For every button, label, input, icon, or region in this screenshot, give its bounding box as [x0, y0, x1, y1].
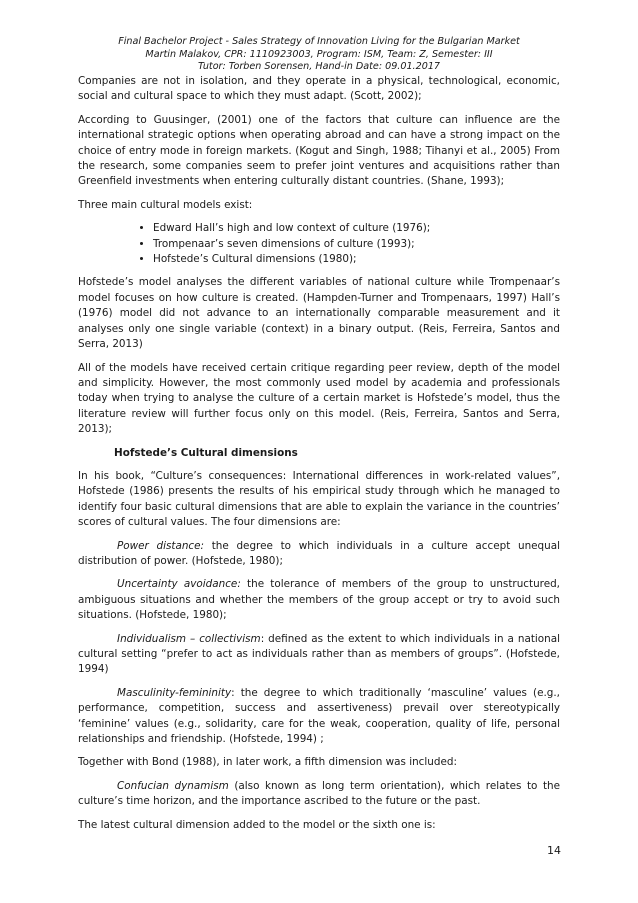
- dimension-term: Power distance:: [117, 539, 205, 552]
- dimension-text: (also known as long term orientation), which relates to the culture’s time horizon, and the importance ascribed to the future or the past.: [78, 779, 560, 808]
- dimension-term: Individualism – collectivism: [117, 632, 261, 645]
- list-item: • Trompenaar’s seven dimensions of culture (1993);: [153, 237, 560, 252]
- paragraph: According to Guusinger, (2001) one of the factors that culture can influence are the international strategic options when operating abroad and can have a strong impact on the choice of entry mode in foreign markets. (Kogut and Singh, 1988; Tihanyi et al., 2005) From the research, some companies seem to prefer joint ventures and acquisitions rather than Greenfield investments when entering culturally distant countries. (Shane, 1993);: [78, 113, 560, 188]
- paragraph: In his book, “Culture’s consequences: International differences in work-related values”, Hofstede (1986) presents the results of his empirical study through which he managed to identify four basic cultural dimensions that are able to explain the variance in the countries’ scores of cultural values. The four dimensions are:: [78, 469, 560, 529]
- dimension-text: the degree to which individuals in a culture accept unequal distribution of power. (Hofstede, 1980);: [78, 539, 560, 567]
- dimension-paragraph: [78, 577, 560, 623]
- dimension-text: : the degree to which traditionally ‘masculine’ values (e.g., performance, competition, success and assertiveness) prevail over stereotypically ‘feminine’ values (e.g., solidarity, care for the weak, cooperation, quality of life, personal relationships and friendship. (Hofstede, 1994) ;: [78, 686, 560, 746]
- header-tutor-line: Tutor: Torben Sorensen, Hand-in Date: 09.01.2017: [197, 61, 441, 72]
- page-body: [78, 74, 560, 841]
- list-item: • Hofstede’s Cultural dimensions (1980);: [153, 252, 560, 267]
- paragraph: Hofstede’s model analyses the different variables of national culture while Trompenaar’s model focuses on how culture is created. (Hampden-Turner and Trompenaars, 1997) Hall’s (1976) model did not advance to an internationally comparable measurement and it analyses only one single variable (context) in a binary output. (Reis, Ferreira, Santos and Serra, 2013): [78, 276, 560, 351]
- dimension-text: : defined as the extent to which individuals in a national cultural setting “prefer to act as individuals rather than as members of groups”. (Hofstede, 1994): [78, 632, 560, 676]
- paragraph: Together with Bond (1988), in later work, a fifth dimension was included:: [78, 756, 457, 769]
- paragraph: Companies are not in isolation, and they operate in a physical, technological, economic, social and cultural space to which they must adapt. (Scott, 2002);: [78, 75, 560, 103]
- dimension-paragraph: [78, 779, 560, 810]
- dimension-term: Masculinity-femininity: [117, 686, 232, 699]
- page-number: 14: [547, 844, 561, 857]
- dimension-paragraph: [78, 539, 560, 570]
- paragraph: The latest cultural dimension added to the model or the sixth one is:: [78, 818, 436, 831]
- dimension-term: Confucian dynamism: [117, 779, 229, 792]
- section-heading: Hofstede’s Cultural dimensions: [114, 446, 298, 459]
- running-header: [78, 36, 560, 74]
- header-title-line: Final Bachelor Project - Sales Strategy of Innovation Living for the Bulgarian Market: [118, 36, 520, 47]
- cultural-models-list: [78, 221, 560, 267]
- dimension-paragraph: [78, 686, 560, 748]
- paragraph: Three main cultural models exist:: [78, 198, 253, 211]
- paragraph: All of the models have received certain critique regarding peer review, depth of the model and simplicity. However, the most commonly used model by academia and professionals today when trying to analyse the culture of a certain market is Hofstede’s model, thus the literature review will further focus only on this model. (Reis, Ferreira, Santos and Serra, 2013);: [78, 361, 560, 436]
- header-author-line: Martin Malakov, CPR: 1110923003, Program: ISM, Team: Z, Semester: III: [145, 48, 493, 60]
- dimension-paragraph: [78, 632, 560, 678]
- list-item: • Edward Hall’s high and low context of culture (1976);: [153, 221, 560, 236]
- dimension-term: Uncertainty avoidance:: [117, 578, 241, 591]
- dimension-text: the tolerance of members of the group to unstructured, ambiguous situations and whether the members of the group accept or try to avoid such situations. (Hofstede, 1980);: [78, 578, 560, 622]
